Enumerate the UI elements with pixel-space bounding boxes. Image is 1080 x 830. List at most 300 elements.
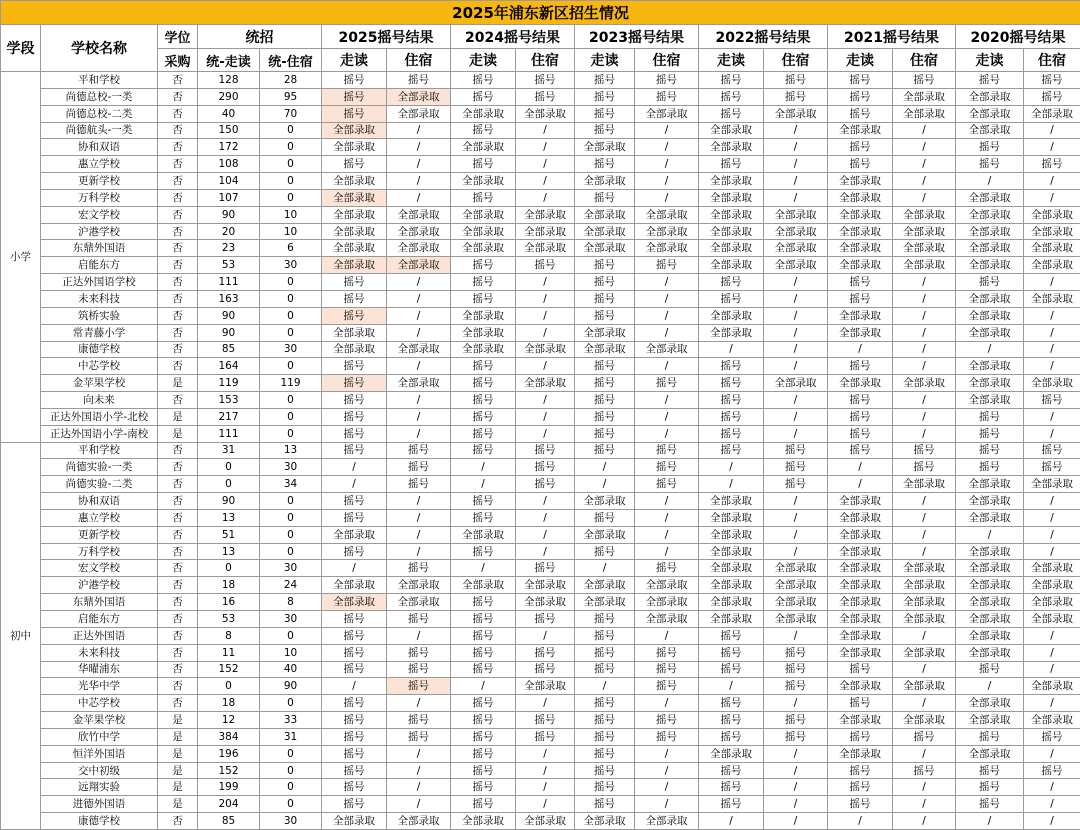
- school-name-cell: 惠立学校: [41, 509, 158, 526]
- table-cell: 摇号: [322, 644, 387, 661]
- table-cell: 摇号: [956, 408, 1024, 425]
- table-row: [1, 189, 1080, 206]
- table-cell: /: [635, 307, 699, 324]
- table-row: [1, 627, 1080, 644]
- table-cell: /: [635, 695, 699, 712]
- table-cell: 0: [260, 274, 322, 291]
- table-cell: 全部录取: [893, 476, 956, 493]
- table-cell: 全部录取: [387, 240, 451, 257]
- table-cell: 否: [158, 290, 198, 307]
- table-cell: /: [893, 139, 956, 156]
- table-cell: 全部录取: [387, 594, 451, 611]
- table-cell: 否: [158, 509, 198, 526]
- table-cell: 90: [260, 678, 322, 695]
- table-cell: /: [635, 425, 699, 442]
- table-cell: 全部录取: [451, 341, 516, 358]
- table-cell: 摇号: [635, 459, 699, 476]
- table-cell: 摇号: [322, 661, 387, 678]
- table-cell: /: [893, 189, 956, 206]
- table-cell: 31: [198, 442, 260, 459]
- table-cell: 全部录取: [516, 105, 575, 122]
- table-cell: /: [1024, 543, 1080, 560]
- table-cell: /: [635, 408, 699, 425]
- table-cell: 0: [260, 139, 322, 156]
- table-cell: 摇号: [828, 156, 893, 173]
- table-cell: 否: [158, 274, 198, 291]
- table-cell: 摇号: [635, 257, 699, 274]
- table-cell: 摇号: [764, 88, 828, 105]
- table-cell: 153: [198, 392, 260, 409]
- table-cell: 0: [260, 156, 322, 173]
- school-name-cell: 尚德总校-一类: [41, 88, 158, 105]
- table-cell: 是: [158, 425, 198, 442]
- table-cell: 摇号: [699, 425, 764, 442]
- table-cell: 全部录取: [1024, 240, 1080, 257]
- table-cell: 摇号: [575, 307, 635, 324]
- school-name-cell: 协和双语: [41, 139, 158, 156]
- table-cell: 摇号: [322, 156, 387, 173]
- table-cell: 全部录取: [699, 173, 764, 190]
- school-name-cell: 中芯学校: [41, 695, 158, 712]
- table-cell: /: [764, 307, 828, 324]
- table-cell: /: [764, 392, 828, 409]
- table-cell: 否: [158, 358, 198, 375]
- table-cell: 全部录取: [322, 577, 387, 594]
- table-cell: 全部录取: [699, 307, 764, 324]
- table-cell: 全部录取: [956, 611, 1024, 628]
- table-cell: 摇号: [575, 661, 635, 678]
- table-cell: 全部录取: [828, 122, 893, 139]
- table-cell: 否: [158, 695, 198, 712]
- table-cell: /: [516, 173, 575, 190]
- table-cell: 0: [260, 796, 322, 813]
- table-cell: /: [893, 425, 956, 442]
- table-cell: 全部录取: [387, 577, 451, 594]
- table-cell: 全部录取: [387, 341, 451, 358]
- table-cell: 摇号: [322, 358, 387, 375]
- table-cell: /: [764, 156, 828, 173]
- table-cell: 全部录取: [699, 139, 764, 156]
- table-cell: 摇号: [956, 661, 1024, 678]
- table-cell: /: [893, 661, 956, 678]
- table-cell: 否: [158, 459, 198, 476]
- table-cell: /: [516, 307, 575, 324]
- table-row: [1, 442, 1080, 459]
- table-cell: /: [893, 122, 956, 139]
- school-name-cell: 启能东方: [41, 257, 158, 274]
- table-cell: 摇号: [322, 442, 387, 459]
- table-row: [1, 526, 1080, 543]
- table-cell: 全部录取: [575, 324, 635, 341]
- table-cell: 否: [158, 560, 198, 577]
- table-cell: 摇号: [322, 105, 387, 122]
- table-row: [1, 644, 1080, 661]
- table-cell: 否: [158, 392, 198, 409]
- table-row: [1, 425, 1080, 442]
- table-cell: 119: [198, 375, 260, 392]
- table-cell: /: [387, 173, 451, 190]
- table-cell: 摇号: [322, 779, 387, 796]
- table-cell: 全部录取: [1024, 206, 1080, 223]
- table-cell: /: [764, 290, 828, 307]
- table-cell: /: [699, 813, 764, 830]
- table-cell: 全部录取: [322, 189, 387, 206]
- table-cell: 164: [198, 358, 260, 375]
- table-row: [1, 813, 1080, 830]
- table-cell: 摇号: [828, 105, 893, 122]
- school-name-cell: 华曜浦东: [41, 661, 158, 678]
- table-cell: 摇号: [516, 442, 575, 459]
- table-cell: 否: [158, 526, 198, 543]
- table-cell: 摇号: [575, 543, 635, 560]
- table-cell: 全部录取: [322, 341, 387, 358]
- table-cell: 摇号: [451, 290, 516, 307]
- table-cell: 摇号: [575, 358, 635, 375]
- table-cell: 全部录取: [322, 324, 387, 341]
- table-cell: /: [764, 813, 828, 830]
- table-cell: 摇号: [956, 425, 1024, 442]
- table-cell: 全部录取: [828, 223, 893, 240]
- header-school-name: 学校名称: [41, 25, 158, 72]
- table-cell: 0: [198, 560, 260, 577]
- table-cell: /: [893, 324, 956, 341]
- table-cell: 全部录取: [828, 493, 893, 510]
- stage-label: 初中: [1, 442, 41, 829]
- table-cell: /: [893, 526, 956, 543]
- table-cell: 8: [198, 627, 260, 644]
- header-2025-day: 走读: [322, 49, 387, 72]
- table-row: [1, 728, 1080, 745]
- table-cell: 是: [158, 779, 198, 796]
- table-cell: 摇号: [322, 762, 387, 779]
- table-cell: /: [387, 156, 451, 173]
- table-cell: 0: [260, 189, 322, 206]
- table-cell: /: [516, 762, 575, 779]
- school-name-cell: 康德学校: [41, 813, 158, 830]
- table-cell: 全部录取: [764, 257, 828, 274]
- table-cell: 摇号: [828, 88, 893, 105]
- school-name-cell: 未来科技: [41, 644, 158, 661]
- school-name-cell: 交中初级: [41, 762, 158, 779]
- table-cell: 全部录取: [828, 560, 893, 577]
- table-cell: 摇号: [699, 762, 764, 779]
- table-cell: 全部录取: [322, 240, 387, 257]
- table-cell: 全部录取: [828, 173, 893, 190]
- table-cell: 全部录取: [516, 577, 575, 594]
- table-cell: /: [1024, 695, 1080, 712]
- table-cell: 全部录取: [956, 745, 1024, 762]
- table-cell: 全部录取: [575, 341, 635, 358]
- table-cell: 全部录取: [1024, 577, 1080, 594]
- table-row: [1, 290, 1080, 307]
- table-cell: 全部录取: [635, 594, 699, 611]
- table-cell: 全部录取: [828, 509, 893, 526]
- table-cell: 摇号: [1024, 156, 1080, 173]
- table-cell: /: [1024, 324, 1080, 341]
- table-cell: 全部录取: [764, 223, 828, 240]
- header-year-2022: 2022摇号结果: [699, 25, 828, 49]
- table-cell: /: [764, 779, 828, 796]
- school-name-cell: 平和学校: [41, 442, 158, 459]
- table-cell: 摇号: [322, 425, 387, 442]
- table-cell: /: [1024, 122, 1080, 139]
- table-cell: 摇号: [322, 392, 387, 409]
- table-cell: /: [893, 796, 956, 813]
- table-cell: 全部录取: [635, 341, 699, 358]
- table-cell: 摇号: [956, 728, 1024, 745]
- table-cell: 0: [198, 476, 260, 493]
- table-cell: 摇号: [516, 560, 575, 577]
- table-cell: /: [387, 425, 451, 442]
- table-cell: 摇号: [956, 762, 1024, 779]
- table-cell: 摇号: [451, 493, 516, 510]
- table-cell: 24: [260, 577, 322, 594]
- table-cell: 摇号: [322, 627, 387, 644]
- header-year-2024: 2024摇号结果: [451, 25, 575, 49]
- table-cell: 全部录取: [635, 240, 699, 257]
- table-cell: 30: [260, 813, 322, 830]
- table-cell: 否: [158, 627, 198, 644]
- table-cell: 全部录取: [322, 594, 387, 611]
- table-cell: 全部录取: [893, 594, 956, 611]
- table-cell: 否: [158, 240, 198, 257]
- table-cell: 全部录取: [322, 122, 387, 139]
- table-cell: 摇号: [635, 88, 699, 105]
- table-cell: 摇号: [322, 543, 387, 560]
- table-row: [1, 139, 1080, 156]
- table-cell: 摇号: [451, 745, 516, 762]
- table-title: 2025年浦东新区招生情况: [1, 1, 1080, 25]
- table-cell: /: [516, 745, 575, 762]
- table-cell: 全部录取: [699, 560, 764, 577]
- school-name-cell: 远翔实验: [41, 779, 158, 796]
- table-cell: 全部录取: [516, 375, 575, 392]
- table-cell: 0: [198, 678, 260, 695]
- table-cell: 11: [198, 644, 260, 661]
- table-cell: /: [516, 324, 575, 341]
- table-cell: 128: [198, 72, 260, 89]
- table-cell: 摇号: [322, 728, 387, 745]
- table-cell: 摇号: [699, 375, 764, 392]
- header-2020-boarding: 住宿: [1024, 49, 1080, 72]
- table-cell: 摇号: [322, 493, 387, 510]
- table-cell: 全部录取: [956, 476, 1024, 493]
- header-2022-day: 走读: [699, 49, 764, 72]
- table-cell: 0: [260, 695, 322, 712]
- table-cell: 全部录取: [893, 611, 956, 628]
- header-2021-boarding: 住宿: [893, 49, 956, 72]
- table-cell: 否: [158, 72, 198, 89]
- table-cell: 全部录取: [828, 678, 893, 695]
- table-cell: 53: [198, 257, 260, 274]
- table-cell: 摇号: [828, 392, 893, 409]
- table-cell: 全部录取: [828, 712, 893, 729]
- table-cell: 全部录取: [699, 611, 764, 628]
- table-row: [1, 594, 1080, 611]
- table-cell: /: [322, 459, 387, 476]
- table-cell: 摇号: [575, 88, 635, 105]
- table-row: [1, 796, 1080, 813]
- table-cell: 全部录取: [387, 88, 451, 105]
- table-cell: 摇号: [451, 594, 516, 611]
- table-cell: /: [451, 459, 516, 476]
- table-cell: /: [893, 493, 956, 510]
- table-cell: 摇号: [451, 779, 516, 796]
- table-cell: 全部录取: [451, 173, 516, 190]
- table-cell: 30: [260, 257, 322, 274]
- table-cell: /: [387, 274, 451, 291]
- table-cell: /: [451, 678, 516, 695]
- table-cell: 70: [260, 105, 322, 122]
- table-cell: 8: [260, 594, 322, 611]
- table-cell: 摇号: [1024, 728, 1080, 745]
- table-cell: 全部录取: [699, 594, 764, 611]
- table-cell: 0: [260, 543, 322, 560]
- table-cell: 全部录取: [956, 712, 1024, 729]
- table-cell: /: [516, 156, 575, 173]
- table-cell: /: [516, 290, 575, 307]
- table-cell: 全部录取: [322, 206, 387, 223]
- table-cell: /: [387, 627, 451, 644]
- table-cell: /: [764, 274, 828, 291]
- school-name-cell: 筑桥实验: [41, 307, 158, 324]
- header-year-2020: 2020摇号结果: [956, 25, 1080, 49]
- header-2022-boarding: 住宿: [764, 49, 828, 72]
- table-cell: /: [764, 173, 828, 190]
- table-cell: 全部录取: [1024, 223, 1080, 240]
- table-cell: /: [387, 526, 451, 543]
- table-cell: /: [764, 425, 828, 442]
- table-cell: 30: [260, 459, 322, 476]
- table-cell: /: [1024, 408, 1080, 425]
- table-cell: 163: [198, 290, 260, 307]
- table-cell: 否: [158, 122, 198, 139]
- table-cell: /: [1024, 644, 1080, 661]
- table-cell: /: [451, 560, 516, 577]
- table-cell: /: [764, 189, 828, 206]
- table-cell: 16: [198, 594, 260, 611]
- table-cell: 否: [158, 139, 198, 156]
- table-cell: 全部录取: [635, 206, 699, 223]
- table-cell: 摇号: [699, 72, 764, 89]
- table-cell: 是: [158, 712, 198, 729]
- table-cell: /: [893, 779, 956, 796]
- table-cell: 全部录取: [699, 189, 764, 206]
- table-cell: 摇号: [635, 375, 699, 392]
- table-cell: 摇号: [956, 139, 1024, 156]
- table-cell: 全部录取: [1024, 476, 1080, 493]
- table-cell: 摇号: [699, 796, 764, 813]
- table-cell: 摇号: [451, 408, 516, 425]
- table-cell: 全部录取: [635, 813, 699, 830]
- table-cell: /: [828, 459, 893, 476]
- table-cell: 0: [260, 290, 322, 307]
- table-cell: /: [387, 392, 451, 409]
- table-cell: /: [635, 274, 699, 291]
- table-cell: /: [1024, 307, 1080, 324]
- table-cell: /: [322, 560, 387, 577]
- table-cell: 摇号: [635, 72, 699, 89]
- table-cell: 摇号: [322, 695, 387, 712]
- table-cell: /: [764, 762, 828, 779]
- table-cell: /: [1024, 627, 1080, 644]
- table-cell: 摇号: [575, 745, 635, 762]
- table-cell: 全部录取: [893, 105, 956, 122]
- table-cell: 摇号: [893, 72, 956, 89]
- table-cell: 摇号: [828, 408, 893, 425]
- table-cell: 摇号: [1024, 88, 1080, 105]
- table-cell: 否: [158, 543, 198, 560]
- table-cell: /: [1024, 779, 1080, 796]
- table-cell: 全部录取: [575, 577, 635, 594]
- table-row: [1, 661, 1080, 678]
- table-cell: 摇号: [516, 72, 575, 89]
- table-cell: /: [893, 695, 956, 712]
- school-name-cell: 东鼎外国语: [41, 240, 158, 257]
- table-cell: 摇号: [828, 695, 893, 712]
- table-cell: 10: [260, 644, 322, 661]
- table-cell: 摇号: [635, 442, 699, 459]
- table-cell: 全部录取: [828, 745, 893, 762]
- header-year-2021: 2021摇号结果: [828, 25, 956, 49]
- table-cell: 摇号: [699, 442, 764, 459]
- table-cell: 摇号: [387, 712, 451, 729]
- table-cell: 摇号: [764, 644, 828, 661]
- table-cell: 全部录取: [956, 122, 1024, 139]
- table-cell: 摇号: [764, 728, 828, 745]
- table-cell: 全部录取: [828, 189, 893, 206]
- table-cell: /: [387, 122, 451, 139]
- table-cell: 摇号: [451, 425, 516, 442]
- header-degree: 学位: [158, 25, 198, 49]
- table-cell: 摇号: [575, 627, 635, 644]
- table-row: [1, 577, 1080, 594]
- table-cell: 全部录取: [956, 627, 1024, 644]
- table-cell: 摇号: [635, 644, 699, 661]
- table-cell: 否: [158, 611, 198, 628]
- table-cell: /: [516, 493, 575, 510]
- header-stage: 学段: [1, 25, 41, 72]
- table-cell: /: [635, 358, 699, 375]
- school-name-cell: 康德学校: [41, 341, 158, 358]
- table-cell: 152: [198, 762, 260, 779]
- table-cell: 全部录取: [893, 206, 956, 223]
- table-cell: 全部录取: [828, 611, 893, 628]
- table-cell: 摇号: [1024, 762, 1080, 779]
- table-cell: /: [1024, 796, 1080, 813]
- school-name-cell: 协和双语: [41, 493, 158, 510]
- table-cell: 全部录取: [699, 240, 764, 257]
- table-cell: 全部录取: [956, 577, 1024, 594]
- table-cell: 全部录取: [387, 375, 451, 392]
- table-cell: 摇号: [451, 274, 516, 291]
- table-cell: 摇号: [322, 796, 387, 813]
- table-cell: 摇号: [1024, 442, 1080, 459]
- table-cell: 0: [260, 779, 322, 796]
- table-cell: 摇号: [516, 88, 575, 105]
- table-cell: 全部录取: [451, 105, 516, 122]
- table-cell: 0: [198, 459, 260, 476]
- table-cell: 全部录取: [516, 206, 575, 223]
- table-cell: 摇号: [451, 728, 516, 745]
- table-cell: 全部录取: [956, 189, 1024, 206]
- table-cell: 摇号: [451, 392, 516, 409]
- table-cell: /: [764, 543, 828, 560]
- school-name-cell: 平和学校: [41, 72, 158, 89]
- table-cell: 全部录取: [575, 240, 635, 257]
- table-cell: 10: [260, 223, 322, 240]
- table-cell: 全部录取: [322, 223, 387, 240]
